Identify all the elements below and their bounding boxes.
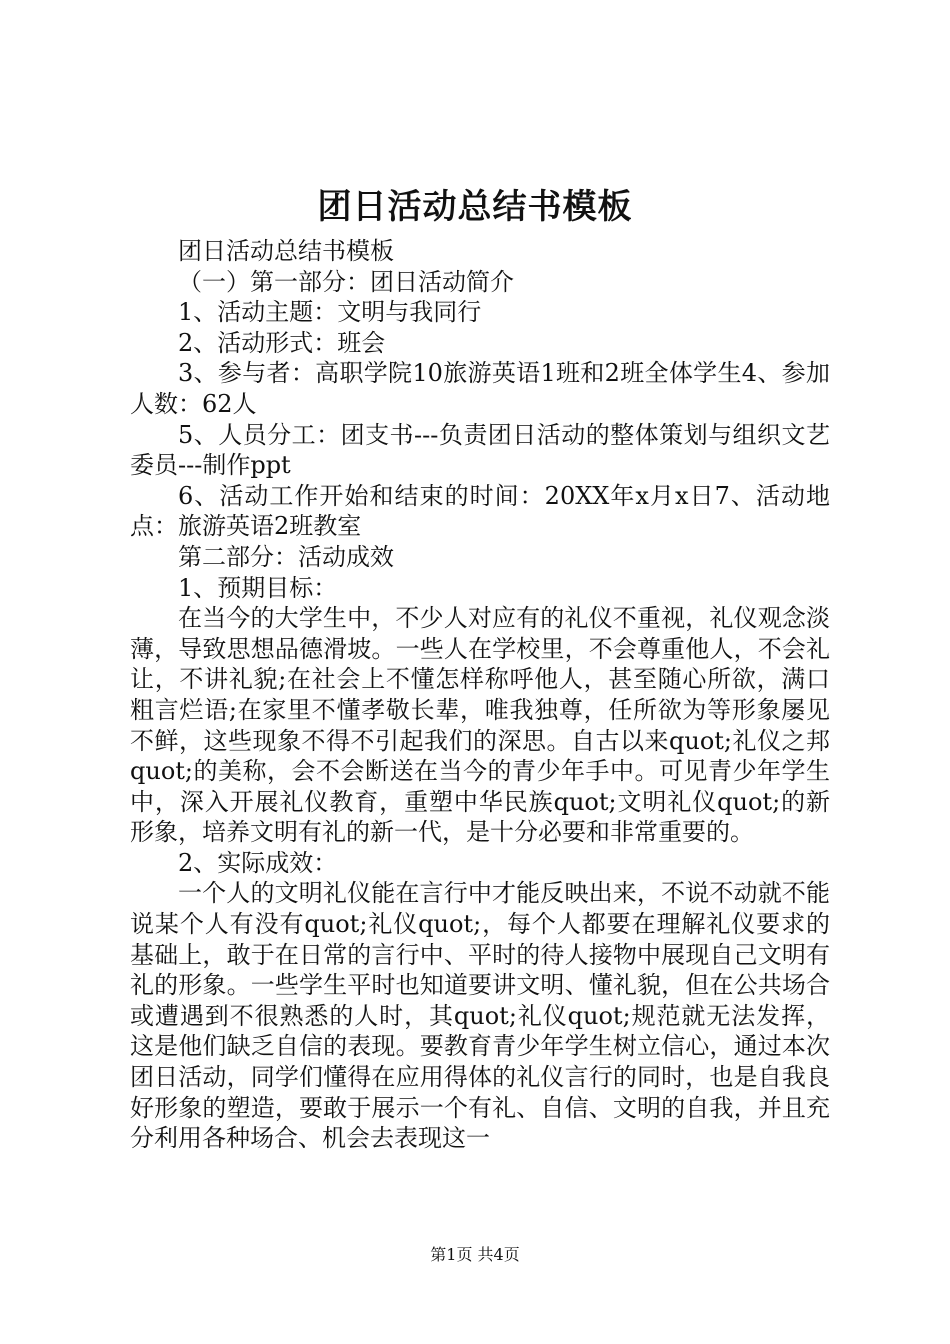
- paragraph-actual-effect-heading: 2、实际成效：: [178, 848, 338, 877]
- paragraph-time-and-place: 6、活动工作开始和结束的时间：20XX年x月x日7、活动地点：旅游英语2班教室: [130, 481, 830, 541]
- paragraph-subtitle: 团日活动总结书模板: [178, 237, 394, 265]
- paragraph-part-two-heading: 第二部分：活动成效: [178, 542, 394, 571]
- paragraph-expected-goal-text: 在当今的大学生中，不少人对应有的礼仪不重视，礼仪观念淡薄，导致思想品德滑坡。一些人在学校里，不会尊重他人，不会礼让，不讲礼貌;在社会上不懂怎样称呼他人，甚至随心所欲，满口粗言烂语;在家里不懂孝敬长辈，唯我独尊，任所欲为等形象屡见不鲜，这些现象不得不引起我们的深思。自古以来quot;礼仪之邦quot;的美称，会不会断送在当今的青少年手中。可见青少年学生中，深入开展礼仪教育，重塑中华民族quot;文明礼仪quot;的新形象，培养文明有礼的新一代，是十分必要和非常重要的。: [130, 604, 830, 847]
- paragraph-activity-form: 2、活动形式：班会: [178, 328, 386, 357]
- paragraph-participants: 3、参与者：高职学院10旅游英语1班和2班全体学生4、参加人数：62人: [130, 359, 830, 418]
- paragraph-division-of-labor: 5、人员分工：团支书---负责团日活动的整体策划与组织文艺委员---制作ppt: [130, 420, 830, 480]
- paragraph-actual-effect-text: 一个人的文明礼仪能在言行中才能反映出来，不说不动就不能说某个人有没有quot;礼仪quot;，每个人都要在理解礼仪要求的基础上，敢于在日常的言行中、平时的待人接物中展现自己文明有礼的形象。一些学生平时也知道要讲文明、懂礼貌，但在公共场合或遭遇到不很熟悉的人时，其quot;礼仪quot;规范就无法发挥，这是他们缺乏自信的表现。要教育青少年学生树立信心，通过本次团日活动，同学们懂得在应用得体的礼仪言行的同时，也是自我良好形象的塑造，要敢于展示一个有礼、自信、文明的自我，并且充分利用各种场合、机会去表现这一: [130, 879, 830, 1153]
- paragraph-expected-goal-heading: 1、预期目标：: [178, 573, 338, 602]
- document-title: 团日活动总结书模板: [317, 187, 633, 227]
- document-body: [130, 236, 830, 1154]
- page-footer: 第1页 共4页: [430, 1245, 520, 1264]
- paragraph-activity-theme: 1、活动主题：文明与我同行: [178, 298, 482, 327]
- paragraph-part-one-heading: （一）第一部分：团日活动简介: [178, 267, 514, 296]
